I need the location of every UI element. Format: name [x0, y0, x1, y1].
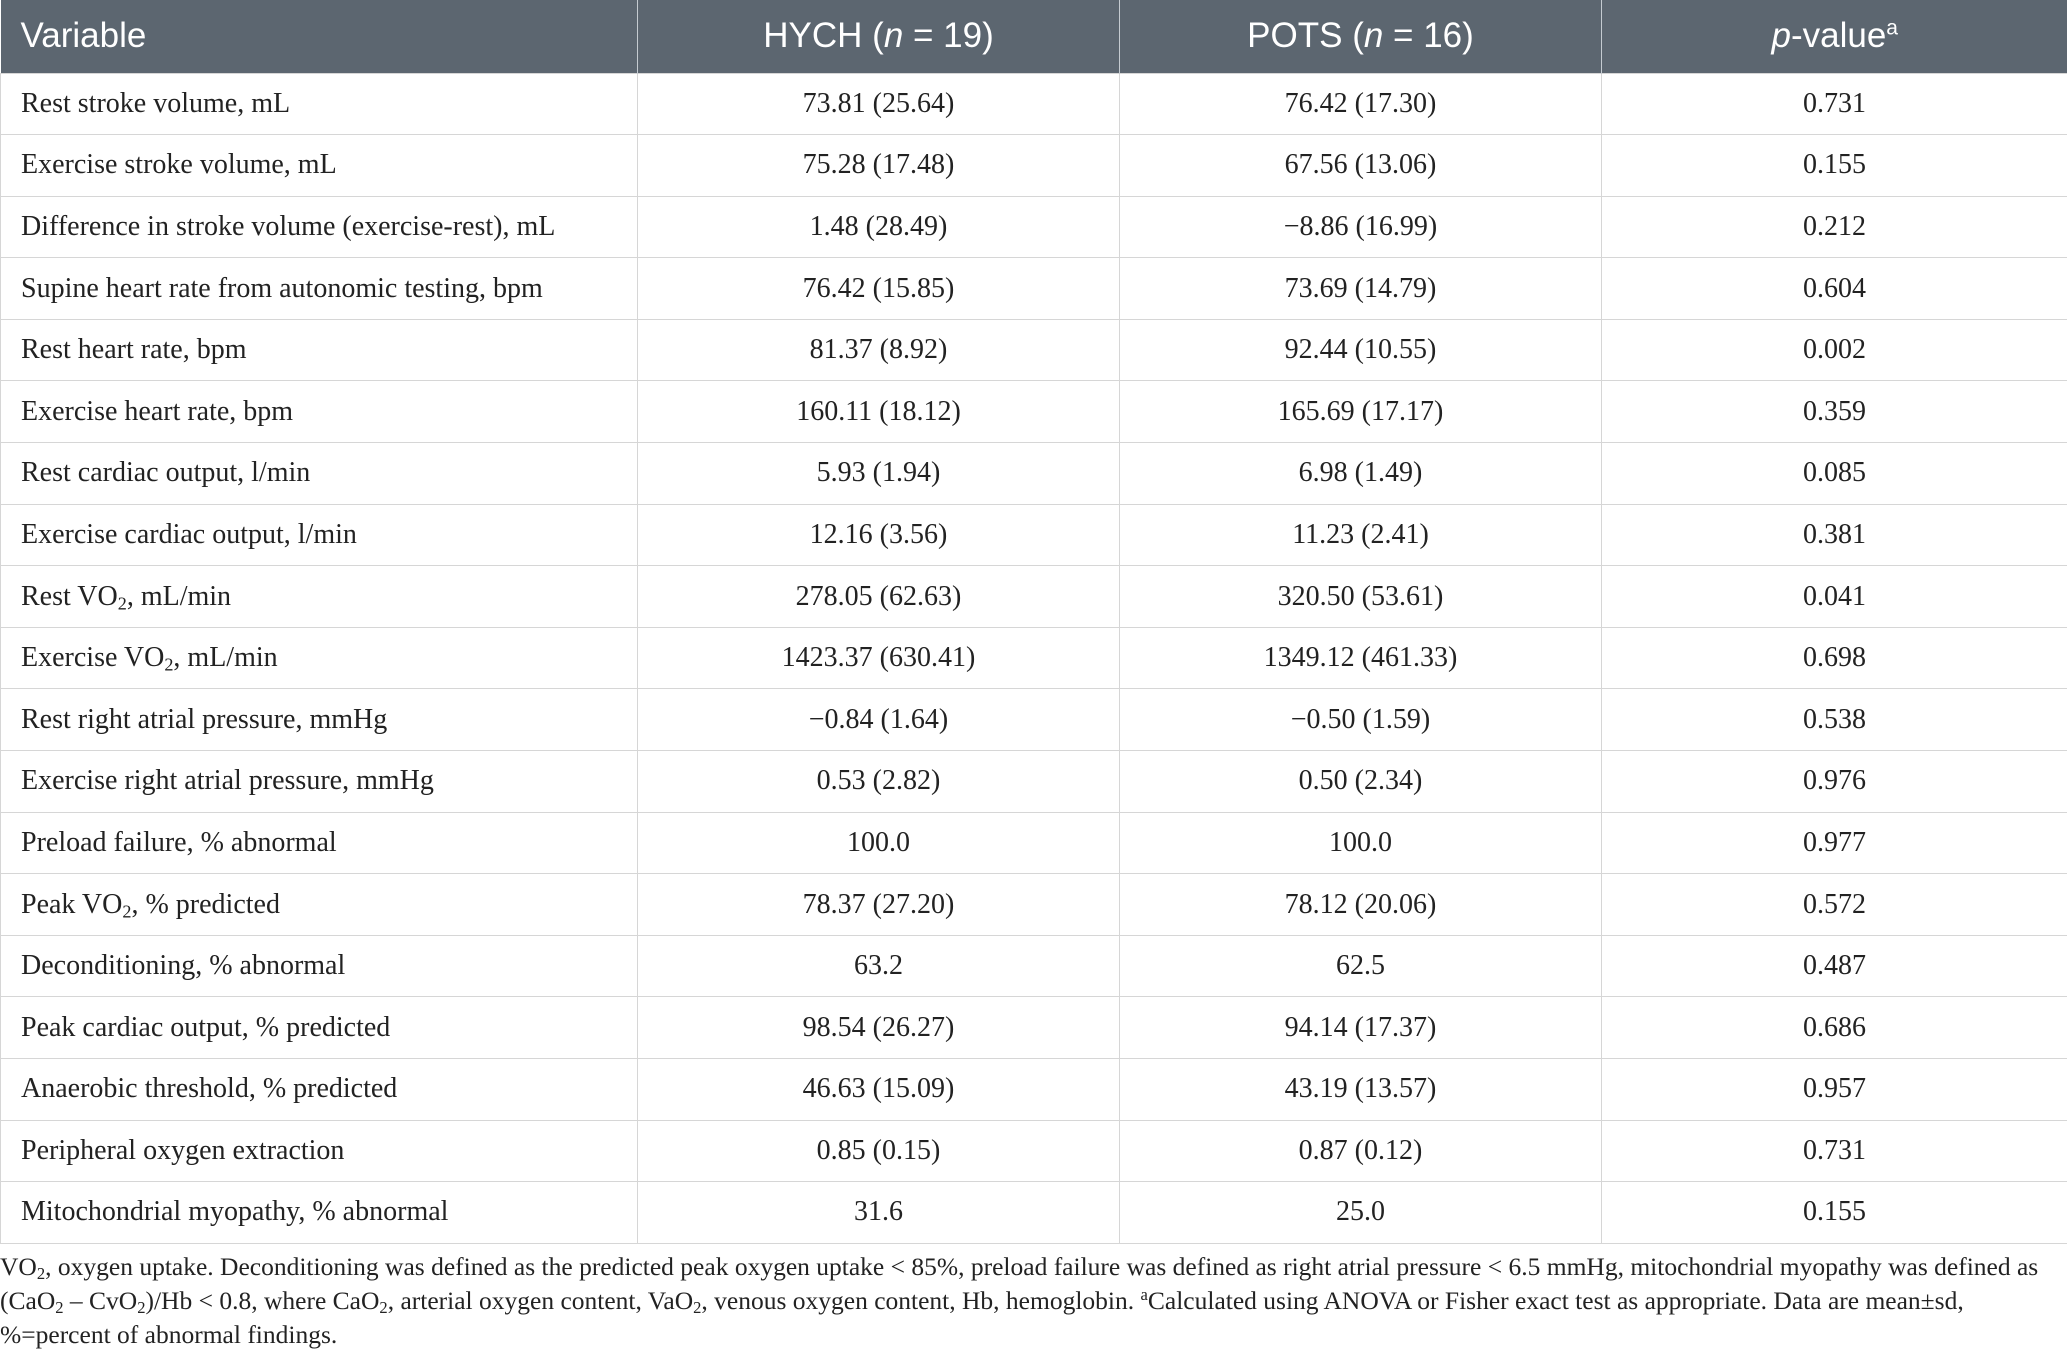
cell-pots: −8.86 (16.99): [1120, 196, 1602, 258]
cell-pots: 92.44 (10.55): [1120, 319, 1602, 381]
table-row: [1, 504, 2067, 566]
table-row: [1, 135, 2067, 197]
variable-label-subscript: 2: [122, 901, 132, 922]
cell-hych: 160.11 (18.12): [638, 381, 1120, 443]
cell-p-value: 0.686: [1602, 997, 2067, 1059]
cell-hych: 76.42 (15.85): [638, 258, 1120, 320]
cell-hych: 78.37 (27.20): [638, 874, 1120, 936]
footnote-text: , oxygen uptake. Deconditioning was defined as the predicted peak oxygen uptake < 85%, preload failure was defined as right atrial pressure < 6.5 mmHg, mitochondrial myopathy was defined as (CaO: [0, 1252, 2039, 1315]
cell-hych: 98.54 (26.27): [638, 997, 1120, 1059]
table-row: [1, 319, 2067, 381]
variable-label: Peripheral oxygen extraction: [21, 1134, 345, 1166]
cell-p-value: 0.359: [1602, 381, 2067, 443]
variable-label: , % predicted: [131, 888, 280, 920]
header-variable-label: Variable: [20, 16, 147, 56]
footnote-subscript: 2: [379, 1298, 388, 1318]
cell-variable: [1, 443, 638, 505]
table-row: [1, 1059, 2067, 1121]
cell-p-value: 0.698: [1602, 627, 2067, 689]
cell-hych: 1423.37 (630.41): [638, 627, 1120, 689]
cell-p-value: 0.155: [1602, 1182, 2067, 1244]
footnote-text: VO: [0, 1252, 37, 1281]
cell-variable: [1, 1059, 638, 1121]
table-row: [1, 812, 2067, 874]
variable-label: Rest heart rate, bpm: [21, 334, 247, 366]
cell-pots: 0.87 (0.12): [1120, 1120, 1602, 1182]
header-pots-n-value: = 16): [1383, 16, 1474, 56]
cell-pots: 43.19 (13.57): [1120, 1059, 1602, 1121]
cell-variable: [1, 689, 638, 751]
cell-p-value: 0.977: [1602, 812, 2067, 874]
variable-label-subscript: 2: [117, 593, 127, 614]
header-row: [1, 0, 2067, 73]
cell-pots: 165.69 (17.17): [1120, 381, 1602, 443]
footnote-subscript: 2: [693, 1298, 702, 1318]
header-p-text: -value: [1790, 16, 1887, 56]
table-row: [1, 935, 2067, 997]
cell-variable: [1, 812, 638, 874]
cell-pots: 94.14 (17.37): [1120, 997, 1602, 1059]
cell-variable: [1, 504, 638, 566]
cell-pots: 62.5: [1120, 935, 1602, 997]
cell-p-value: 0.487: [1602, 935, 2067, 997]
cell-hych: 12.16 (3.56): [638, 504, 1120, 566]
header-pots-n-symbol: n: [1363, 16, 1384, 56]
cell-hych: 46.63 (15.09): [638, 1059, 1120, 1121]
cell-p-value: 0.731: [1602, 73, 2067, 135]
variable-label: Exercise heart rate, bpm: [21, 395, 294, 427]
variable-label-subscript: 2: [164, 654, 174, 675]
cell-hych: 278.05 (62.63): [638, 566, 1120, 628]
cell-pots: 11.23 (2.41): [1120, 504, 1602, 566]
cell-hych: 100.0: [638, 812, 1120, 874]
cell-variable: [1, 874, 638, 936]
table-row: [1, 443, 2067, 505]
cell-variable: [1, 935, 638, 997]
variable-label: Rest right atrial pressure, mmHg: [21, 703, 388, 735]
cell-p-value: 0.085: [1602, 443, 2067, 505]
variable-label: Deconditioning, % abnormal: [21, 950, 346, 982]
variable-label: , mL/min: [126, 580, 232, 612]
cell-hych: 5.93 (1.94): [638, 443, 1120, 505]
cell-p-value: 0.041: [1602, 566, 2067, 628]
variable-label: Supine heart rate from autonomic testing, bpm: [21, 272, 543, 304]
table-row: [1, 381, 2067, 443]
variable-label: Preload failure, % abnormal: [21, 826, 337, 858]
footnote-text: , arterial oxygen content, VaO: [387, 1286, 694, 1315]
footnote-mark: a: [1140, 1284, 1148, 1304]
header-p-footnote-mark: a: [1886, 16, 1898, 40]
cell-hych: 73.81 (25.64): [638, 73, 1120, 135]
variable-label: Rest cardiac output, l/min: [21, 457, 311, 489]
table-row: [1, 689, 2067, 751]
cell-hych: 1.48 (28.49): [638, 196, 1120, 258]
cell-p-value: 0.572: [1602, 874, 2067, 936]
variable-label: Rest stroke volume, mL: [21, 87, 291, 119]
header-hych: HYCH (n = 19): [638, 0, 1120, 73]
cell-variable: [1, 997, 638, 1059]
table-row: [1, 1120, 2067, 1182]
table-row: [1, 1182, 2067, 1244]
cell-hych: 0.53 (2.82): [638, 751, 1120, 813]
footnote-subscript: 2: [137, 1298, 146, 1318]
cell-p-value: 0.002: [1602, 319, 2067, 381]
cell-p-value: 0.957: [1602, 1059, 2067, 1121]
variable-label: Peak cardiac output, % predicted: [21, 1011, 391, 1043]
cell-variable: [1, 135, 638, 197]
cell-hych: 81.37 (8.92): [638, 319, 1120, 381]
footnote-subscript: 2: [55, 1298, 64, 1318]
header-hych-n-value: = 19): [903, 16, 994, 56]
table-header: [1, 0, 2067, 73]
variable-label: Exercise stroke volume, mL: [21, 149, 337, 181]
cell-variable: [1, 627, 638, 689]
cell-variable: [1, 73, 638, 135]
table-row: [1, 258, 2067, 320]
cell-variable: [1, 751, 638, 813]
footnote-text: – CvO: [63, 1286, 138, 1315]
variable-label: , mL/min: [173, 642, 278, 674]
variable-label: Anaerobic threshold, % predicted: [21, 1073, 398, 1105]
cell-hych: 31.6: [638, 1182, 1120, 1244]
variable-label: Exercise cardiac output, l/min: [21, 518, 357, 550]
cell-variable: [1, 1120, 638, 1182]
footnote-text: , venous oxygen content, Hb, hemoglobin.: [701, 1286, 1141, 1315]
table-row: [1, 196, 2067, 258]
cell-variable: [1, 319, 638, 381]
cell-p-value: 0.538: [1602, 689, 2067, 751]
footnote-subscript: 2: [36, 1264, 46, 1284]
cell-hych: 63.2: [638, 935, 1120, 997]
variable-label: Difference in stroke volume (exercise-rest), mL: [21, 210, 556, 242]
header-pots: POTS (n = 16): [1120, 0, 1602, 73]
table-row: [1, 566, 2067, 628]
variable-label: Peak VO: [21, 888, 123, 920]
cell-p-value: 0.976: [1602, 751, 2067, 813]
table-row: [1, 73, 2067, 135]
header-hych-n-symbol: n: [883, 16, 904, 56]
header-p-value: [1602, 0, 2067, 73]
cell-hych: 0.85 (0.15): [638, 1120, 1120, 1182]
cell-pots: 73.69 (14.79): [1120, 258, 1602, 320]
cell-variable: [1, 381, 638, 443]
cell-variable: [1, 566, 638, 628]
variable-label: Rest VO: [21, 580, 118, 612]
cell-variable: [1, 258, 638, 320]
table-row: [1, 874, 2067, 936]
table-row: [1, 627, 2067, 689]
variable-label: Exercise right atrial pressure, mmHg: [21, 765, 434, 797]
cell-p-value: 0.604: [1602, 258, 2067, 320]
cell-pots: 1349.12 (461.33): [1120, 627, 1602, 689]
footnote-text: )/Hb < 0.8, where CaO: [145, 1286, 380, 1315]
header-variable: [1, 0, 638, 73]
cell-variable: [1, 1182, 638, 1244]
cell-hych: 75.28 (17.48): [638, 135, 1120, 197]
cell-pots: −0.50 (1.59): [1120, 689, 1602, 751]
cell-p-value: 0.212: [1602, 196, 2067, 258]
cell-variable: [1, 196, 638, 258]
cell-pots: 76.42 (17.30): [1120, 73, 1602, 135]
cell-pots: 100.0: [1120, 812, 1602, 874]
table-row: [1, 751, 2067, 813]
header-pots-name: POTS: [1247, 16, 1343, 56]
cell-hych: −0.84 (1.64): [638, 689, 1120, 751]
cell-pots: 6.98 (1.49): [1120, 443, 1602, 505]
header-hych-name: HYCH: [763, 16, 863, 56]
cell-pots: 78.12 (20.06): [1120, 874, 1602, 936]
cell-pots: 0.50 (2.34): [1120, 751, 1602, 813]
header-p-symbol: p: [1771, 16, 1791, 56]
table-body: [1, 73, 2067, 1243]
variable-label: Exercise VO: [21, 642, 165, 674]
table-footnote: [0, 1250, 2055, 1352]
cell-p-value: 0.155: [1602, 135, 2067, 197]
cell-pots: 67.56 (13.06): [1120, 135, 1602, 197]
cell-p-value: 0.731: [1602, 1120, 2067, 1182]
variable-label: Mitochondrial myopathy, % abnormal: [21, 1196, 449, 1228]
table-row: [1, 997, 2067, 1059]
footnote-text: Calculated using ANOVA or Fisher exact test as appropriate. Data are mean±sd, %=percent of abnormal findings.: [0, 1286, 1964, 1349]
cell-p-value: 0.381: [1602, 504, 2067, 566]
cell-pots: 320.50 (53.61): [1120, 566, 1602, 628]
cell-pots: 25.0: [1120, 1182, 1602, 1244]
